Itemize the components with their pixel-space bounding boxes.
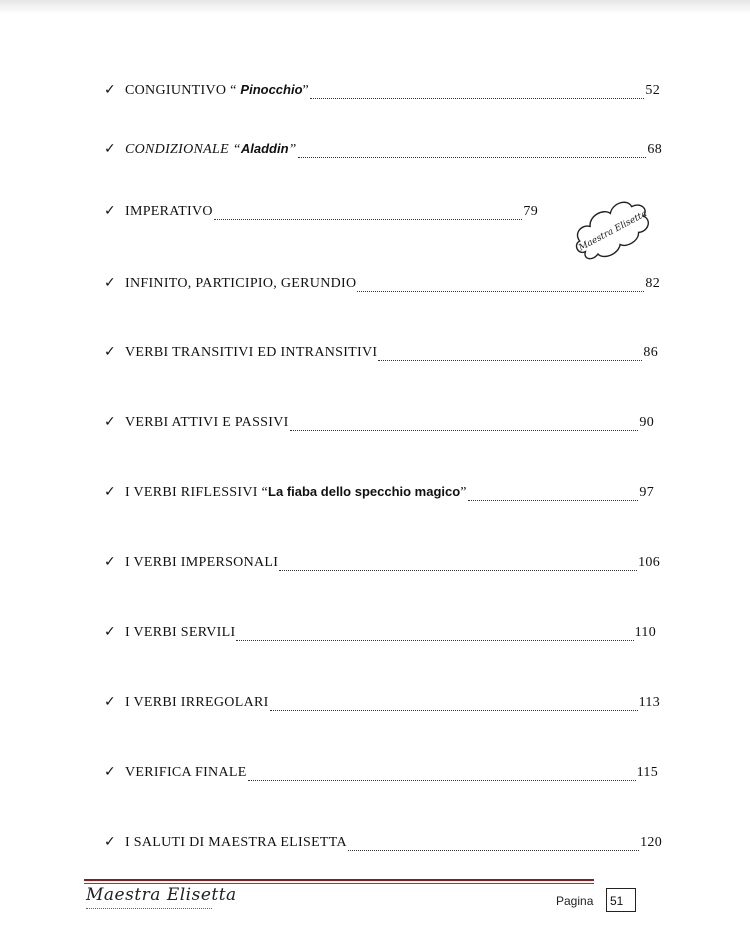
toc-leader-dots: [279, 570, 637, 571]
toc-entry-title: [125, 415, 289, 431]
toc-leader-dots: [310, 98, 644, 99]
toc-page-number: 86: [643, 345, 658, 360]
toc-entry-title-part: ”: [288, 142, 297, 157]
toc-entry: [104, 82, 660, 104]
toc-leader-dots: [357, 291, 644, 292]
checkmark-icon: ✓: [104, 203, 117, 219]
toc-entry-title-part: VERIFICA FINALE: [125, 765, 247, 780]
toc-entry-title: [125, 835, 347, 851]
checkmark-icon: ✓: [104, 141, 117, 157]
checkmark-icon: ✓: [104, 414, 117, 430]
toc-entry-title-part: La fiaba dello specchio magico: [268, 484, 461, 499]
toc-page-number: 79: [523, 204, 538, 219]
toc-entry-title: [125, 695, 269, 711]
toc-entry-title: [125, 82, 309, 99]
footer-brand-underline: [86, 908, 212, 909]
toc-entry-title-part: Aladdin: [240, 141, 289, 156]
toc-entry: [104, 484, 654, 506]
toc-entry: [104, 694, 660, 716]
toc-entry-title-part: CONGIUNTIVO “: [125, 83, 241, 98]
checkmark-icon: ✓: [104, 344, 117, 360]
toc-page-number: 90: [639, 415, 654, 430]
toc-leader-dots: [378, 360, 642, 361]
toc-page-number: 106: [638, 555, 660, 570]
checkmark-icon: ✓: [104, 484, 117, 500]
toc-page-number: 97: [639, 485, 654, 500]
toc-entry-title-part: CONDIZIONALE “: [125, 142, 241, 157]
toc-entry-title-part: IMPERATIVO: [125, 204, 213, 219]
stamp-text: Maestra Elisetta: [577, 209, 649, 254]
toc-page-number: 115: [636, 765, 658, 780]
toc-entry-title: [125, 204, 213, 220]
toc-entry-title-part: I SALUTI DI MAESTRA ELISETTA: [125, 835, 347, 850]
checkmark-icon: ✓: [104, 764, 117, 780]
toc-leader-dots: [214, 219, 523, 220]
toc-entry: [104, 141, 662, 163]
toc-entry-title-part: I VERBI SERVILI: [125, 625, 236, 640]
checkmark-icon: ✓: [104, 275, 117, 291]
toc-entry: [104, 275, 660, 297]
toc-entry: [104, 764, 658, 786]
toc-entry: [104, 414, 654, 436]
footer-rule: [84, 883, 594, 884]
toc-entry-title-part: INFINITO, PARTICIPIO, GERUNDIO: [125, 276, 357, 291]
toc-leader-dots: [270, 710, 638, 711]
checkmark-icon: ✓: [104, 834, 117, 850]
footer-page-label: Pagina: [556, 894, 594, 908]
checkmark-icon: ✓: [104, 694, 117, 710]
toc-page-number: 68: [647, 142, 662, 157]
toc-entry-title: [125, 625, 235, 641]
toc-entry-title-part: ”: [302, 83, 310, 98]
toc-entry-title-part: I VERBI RIFLESSIVI “: [125, 485, 269, 500]
toc-entry: [104, 834, 662, 856]
toc-entry: [104, 554, 660, 576]
toc-entry-title-part: VERBI ATTIVI E PASSIVI: [125, 415, 289, 430]
maestra-elisetta-cloud-stamp: [568, 196, 658, 262]
toc-entry-title: [125, 345, 377, 361]
toc-entry-title: [125, 276, 356, 292]
checkmark-icon: ✓: [104, 624, 117, 640]
toc-entry-title-part: VERBI TRANSITIVI ED INTRANSITIVI: [125, 345, 378, 360]
toc-leader-dots: [236, 640, 633, 641]
checkmark-icon: ✓: [104, 82, 117, 98]
toc-entry: [104, 624, 656, 646]
toc-entry-title-part: Pinocchio: [240, 82, 303, 97]
toc-entry-title-part: I VERBI IRREGOLARI: [125, 695, 269, 710]
toc-leader-dots: [298, 157, 647, 158]
toc-entry: [104, 344, 658, 366]
toc-leader-dots: [468, 500, 639, 501]
toc-page-number: 52: [645, 83, 660, 98]
toc-page-number: 120: [640, 835, 662, 850]
toc-entry: [104, 203, 538, 225]
toc-entry-title: [125, 765, 247, 781]
toc-page-number: 110: [634, 625, 656, 640]
toc-leader-dots: [248, 780, 636, 781]
toc-leader-dots: [348, 850, 639, 851]
footer-page-number: 51: [606, 888, 636, 912]
toc-entry-title: [125, 484, 467, 501]
toc-entry-title: [125, 555, 278, 571]
footer-rule-accent: [84, 879, 594, 881]
checkmark-icon: ✓: [104, 554, 117, 570]
footer-brand-signature: Maestra Elisetta: [86, 885, 237, 905]
toc-entry-title-part: ”: [460, 485, 467, 500]
toc-leader-dots: [290, 430, 639, 431]
toc-entry-title: [125, 141, 297, 158]
toc-page-number: 82: [645, 276, 660, 291]
toc-entry-title-part: I VERBI IMPERSONALI: [125, 555, 279, 570]
toc-page-number: 113: [638, 695, 660, 710]
